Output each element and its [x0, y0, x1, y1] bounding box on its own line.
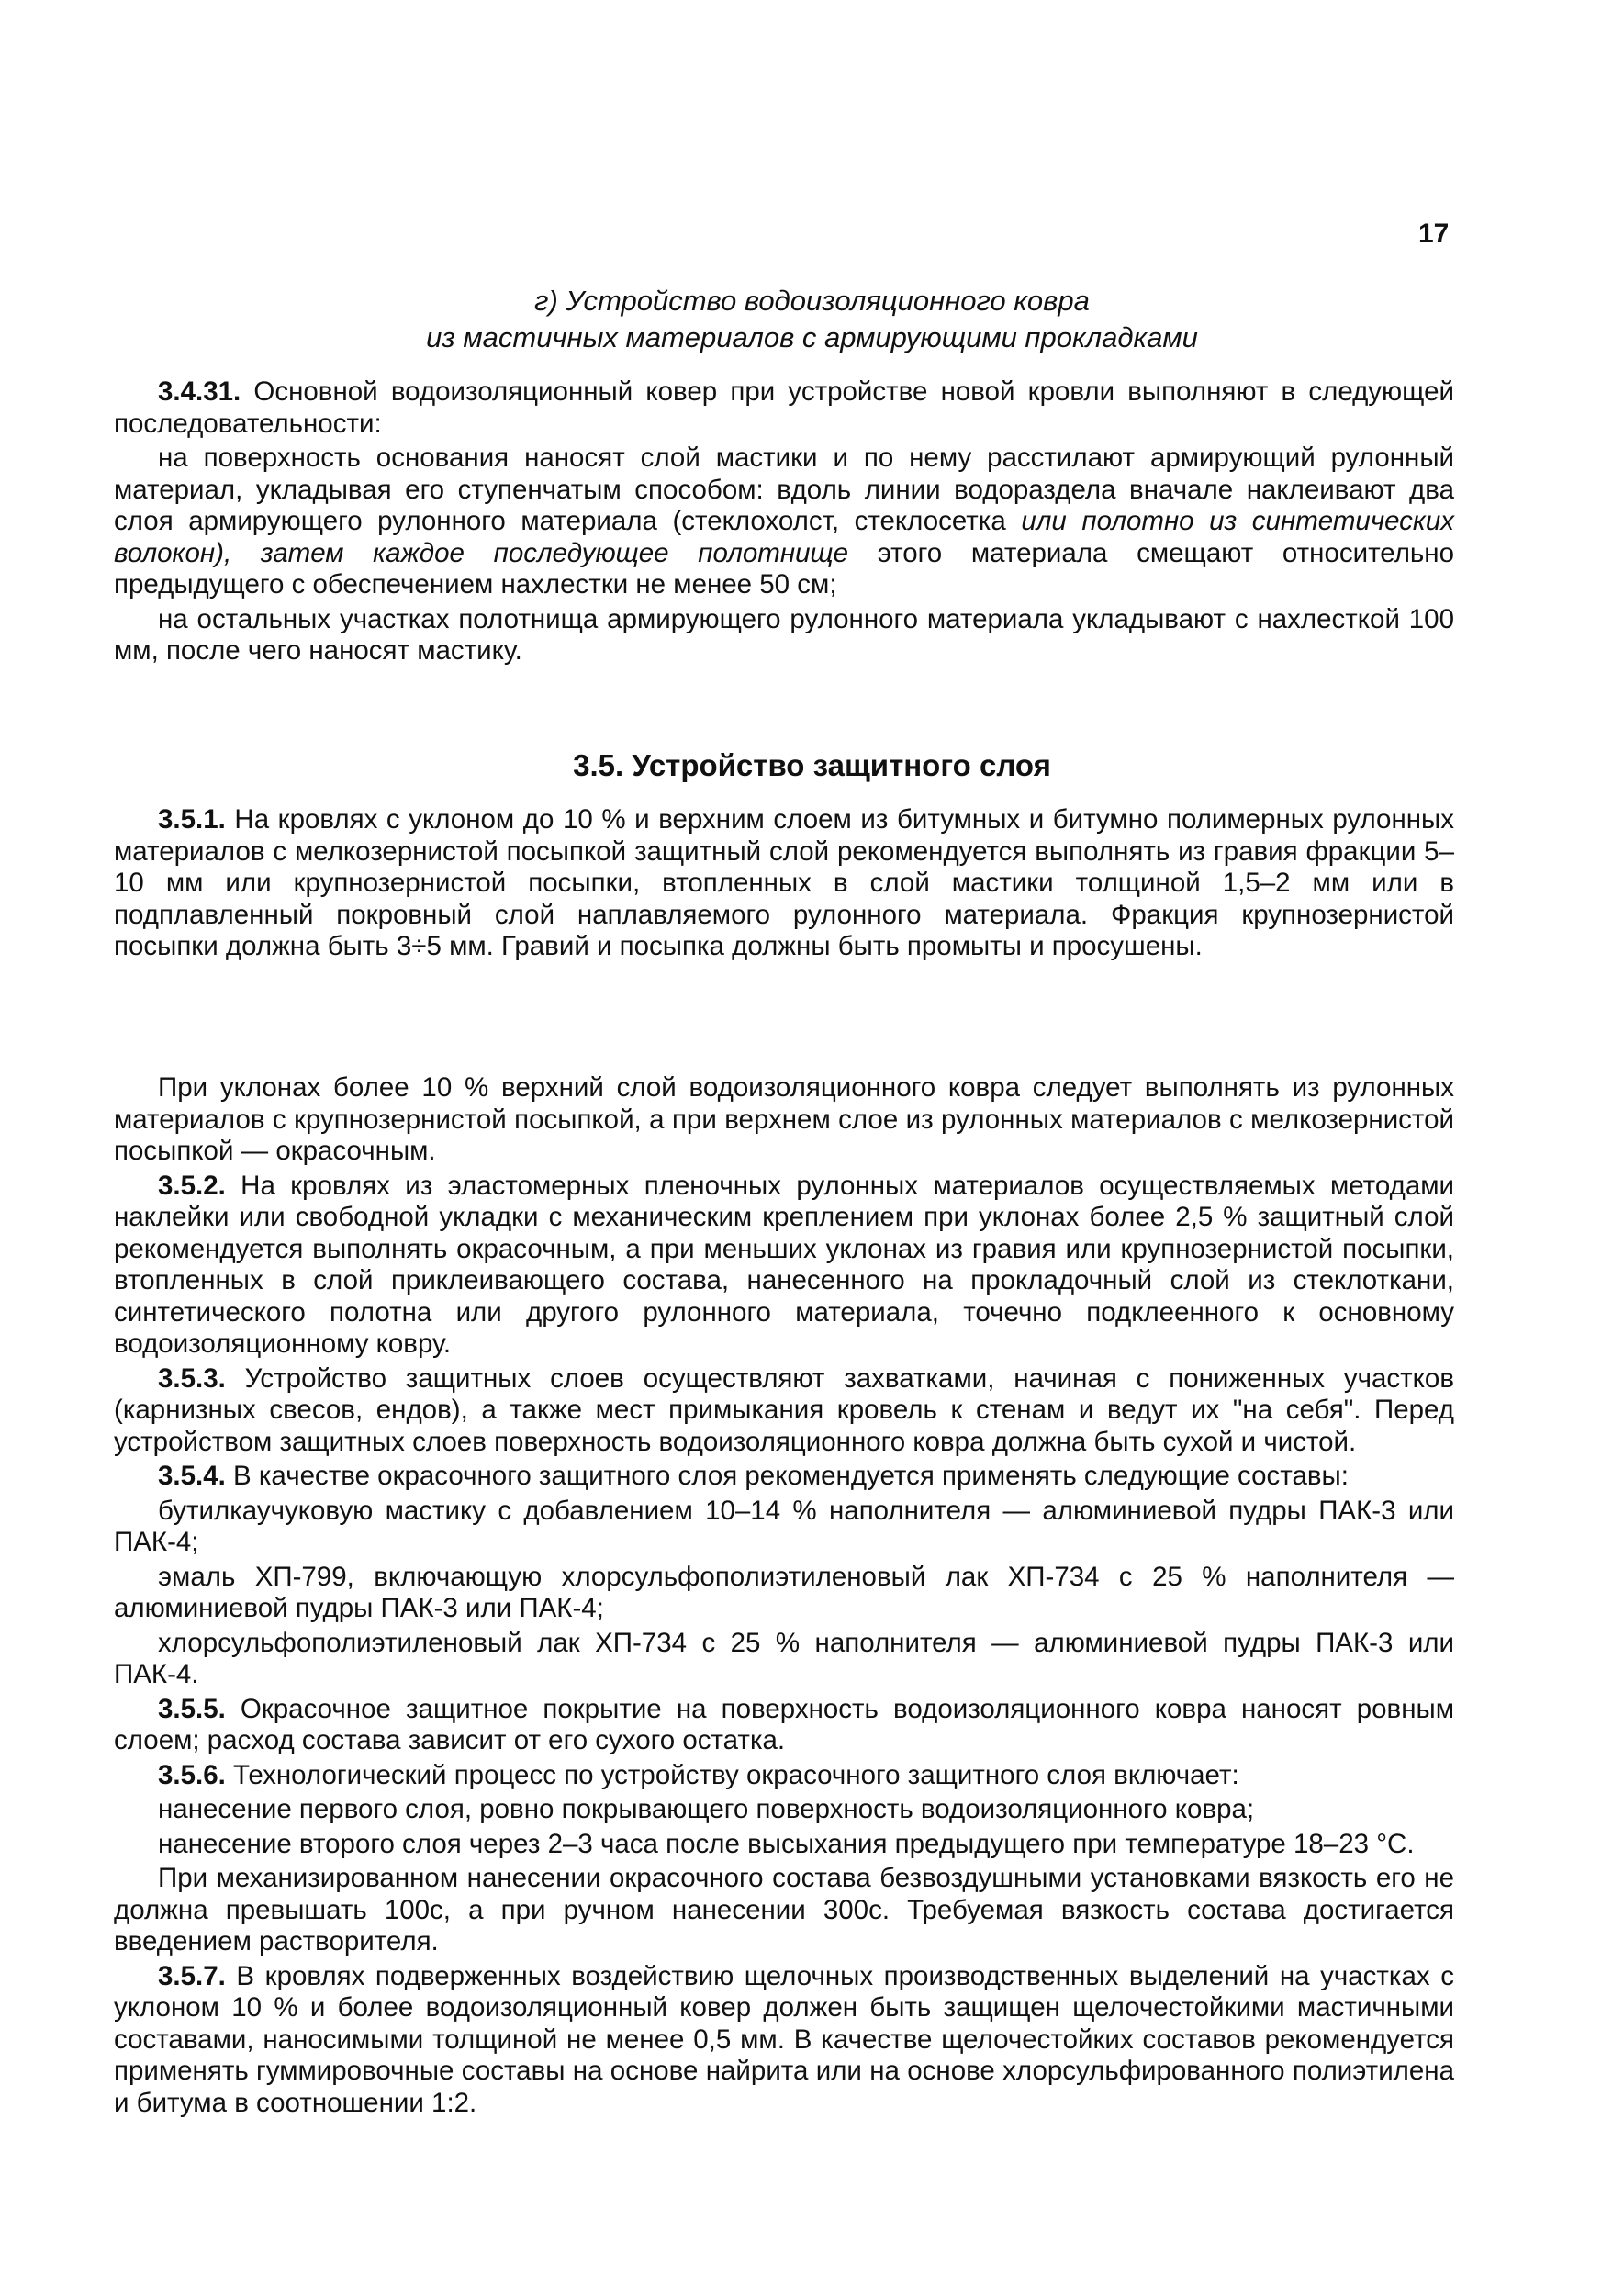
clause-text: Окрасочное защитное покрытие на поверхность водоизоляционного ковра наносят ровным слоем; расход состава зависит от его сухого остатка.	[114, 1693, 1454, 1755]
clause-3-5-7	[114, 1961, 1454, 2120]
clause-3-5-6-item-1: нанесение первого слоя, ровно покрывающего поверхность водоизоляционного ковра;	[158, 1794, 1255, 1824]
clause-3-4-31-block	[114, 376, 1454, 667]
clause-3-5-6-item-2: нанесение второго слоя через 2–3 часа после высыхания предыдущего при температуре 18–23 °С.	[158, 1828, 1415, 1859]
clause-number: 3.5.5.	[158, 1693, 226, 1724]
clause-number: 3.5.3.	[158, 1362, 226, 1394]
clause-number: 3.5.7.	[158, 1960, 226, 1991]
clause-text: Устройство защитных слоев осуществляют захватками, начиная с пониженных участков (карнизных свесов, ендов), а также мест примыкания кровель к стенам и ведут их "на себя". Перед устройством защитных слоев поверхность водоизоляционного ковра должна быть сухой и чистой.	[114, 1362, 1454, 1457]
item-text: на поверхность основания наносят слой мастики и по нему расстилают армирующий рулонный материал, укладывая его ступенчатым способом: вдоль линии водораздела вначале наклеивают два слоя армирующего рулонного материала (стеклохолст, стеклосетка	[114, 443, 1454, 536]
clause-number: 3.4.31.	[158, 376, 241, 407]
subsection-heading-line-2: из мастичных материалов с армирующими прокладками	[426, 321, 1198, 353]
clauses-block	[114, 1072, 1454, 2119]
clause-3-5-1-continuation: При уклонах более 10 % верхний слой водоизоляционного ковра следует выполнять из рулонных материалов с крупнозернистой посыпкой, а при верхнем слое из рулонных материалов с мелкозернистой посыпкой — окрасочным.	[114, 1072, 1454, 1166]
clause-number: 3.5.6.	[158, 1759, 226, 1790]
clause-text: В качестве окрасочного защитного слоя рекомендуется применять следующие составы:	[225, 1461, 1349, 1491]
page-number: 17	[1418, 219, 1450, 249]
clause-3-5-4	[114, 1461, 1454, 1493]
clause-3-4-31	[114, 376, 1454, 440]
clause-text: На кровлях с уклоном до 10 % и верхним слоем из битумных и битумно полимерных рулонных материалов с мелкозернистой посыпкой защитный слой рекомендуется выполнять из гравия фракции 5–10 мм или крупнозернистой посыпки, втопленных в слой мастики толщиной 1,5–2 мм или в подплавленный покровный слой наплавляемого рулонного материала. Фракция крупнозернистой посыпки должна быть 3÷5 мм. Гравий и посыпка должны быть промыты и просушены.	[114, 804, 1454, 961]
clause-3-4-31-item-2: на остальных участках полотнища армирующего рулонного материала укладывают с нахлесткой 100 мм, после чего наносят мастику.	[114, 603, 1454, 666]
clause-3-5-6-continuation: При механизированном нанесении окрасочного состава безвоздушными установками вязкость его не должна превышать 100с, а при ручном нанесении 300с. Требуемая вязкость состава достигается введением растворителя.	[114, 1863, 1454, 1956]
clause-text: На кровлях из эластомерных пленочных рулонных материалов осуществляемых методами наклейки или свободной укладки с механическим креплением при уклонах более 2,5 % защитный слой рекомендуется выполнять окрасочным, а при меньших уклонах из гравия или крупнозернистой посыпки, втопленных в слой приклеивающего состава, нанесенного на прокладочный слой из стеклоткани, синтетического полотна или другого рулонного материала, точечно подклеенного к основному водоизоляционному ковру.	[114, 1170, 1454, 1359]
clause-3-5-6	[114, 1760, 1454, 1792]
clause-3-5-1	[114, 804, 1454, 963]
clause-number: 3.5.4.	[158, 1461, 226, 1491]
clause-3-5-4-item-1: бутилкаучуковую мастику с добавлением 10–14 % наполнителя — алюминиевой пудры ПАК-3 или ПАК-4;	[114, 1495, 1454, 1557]
clause-3-5-4-item-2: эмаль ХП-799, включающую хлорсульфополиэтиленовый лак ХП-734 с 25 % наполнителя — алюминиевой пудры ПАК-3 или ПАК-4;	[114, 1561, 1454, 1623]
subsection-heading	[0, 283, 1624, 356]
subsection-heading-line-1: г) Устройство водоизоляционного ковра	[534, 285, 1090, 317]
clause-number: 3.5.2.	[158, 1170, 226, 1201]
clause-3-5-5	[114, 1694, 1454, 1757]
item-text-italic: или полотно из синтетических волокон), затем каждое последующее полотнище	[114, 506, 1455, 568]
clause-text: Технологический процесс по устройству окрасочного защитного слоя включает:	[225, 1759, 1239, 1790]
clause-text: В кровлях подверженных воздействию щелочных производственных выделений на участках с уклоном 10 % и более водоизоляционный ковер должен быть защищен щелочестойкими мастичными составами, наносимыми толщиной не менее 0,5 мм. В качестве щелочестойких составов рекомендуется применять гуммировочные составы на основе найрита или на основе хлорсульфированного полиэтилена и битума в соотношении 1:2.	[114, 1960, 1454, 2118]
clause-3-5-3	[114, 1363, 1454, 1459]
clause-3-5-1-block	[114, 804, 1454, 963]
clause-number: 3.5.1.	[158, 804, 226, 835]
section-heading: 3.5. Устройство защитного слоя	[573, 748, 1051, 782]
item-text: этого материала смещают относительно предыдущего с обеспечением нахлестки не менее 50 см;	[114, 537, 1454, 600]
clause-3-5-2	[114, 1171, 1454, 1361]
clause-3-4-31-item-1	[114, 443, 1454, 601]
clause-text: Основной водоизоляционный ковер при устройстве новой кровли выполняют в следующей последовательности:	[114, 376, 1454, 439]
clause-3-5-4-item-3: хлорсульфополиэтиленовый лак ХП-734 с 25 % наполнителя — алюминиевой пудры ПАК-3 или ПАК-4.	[114, 1627, 1454, 1689]
